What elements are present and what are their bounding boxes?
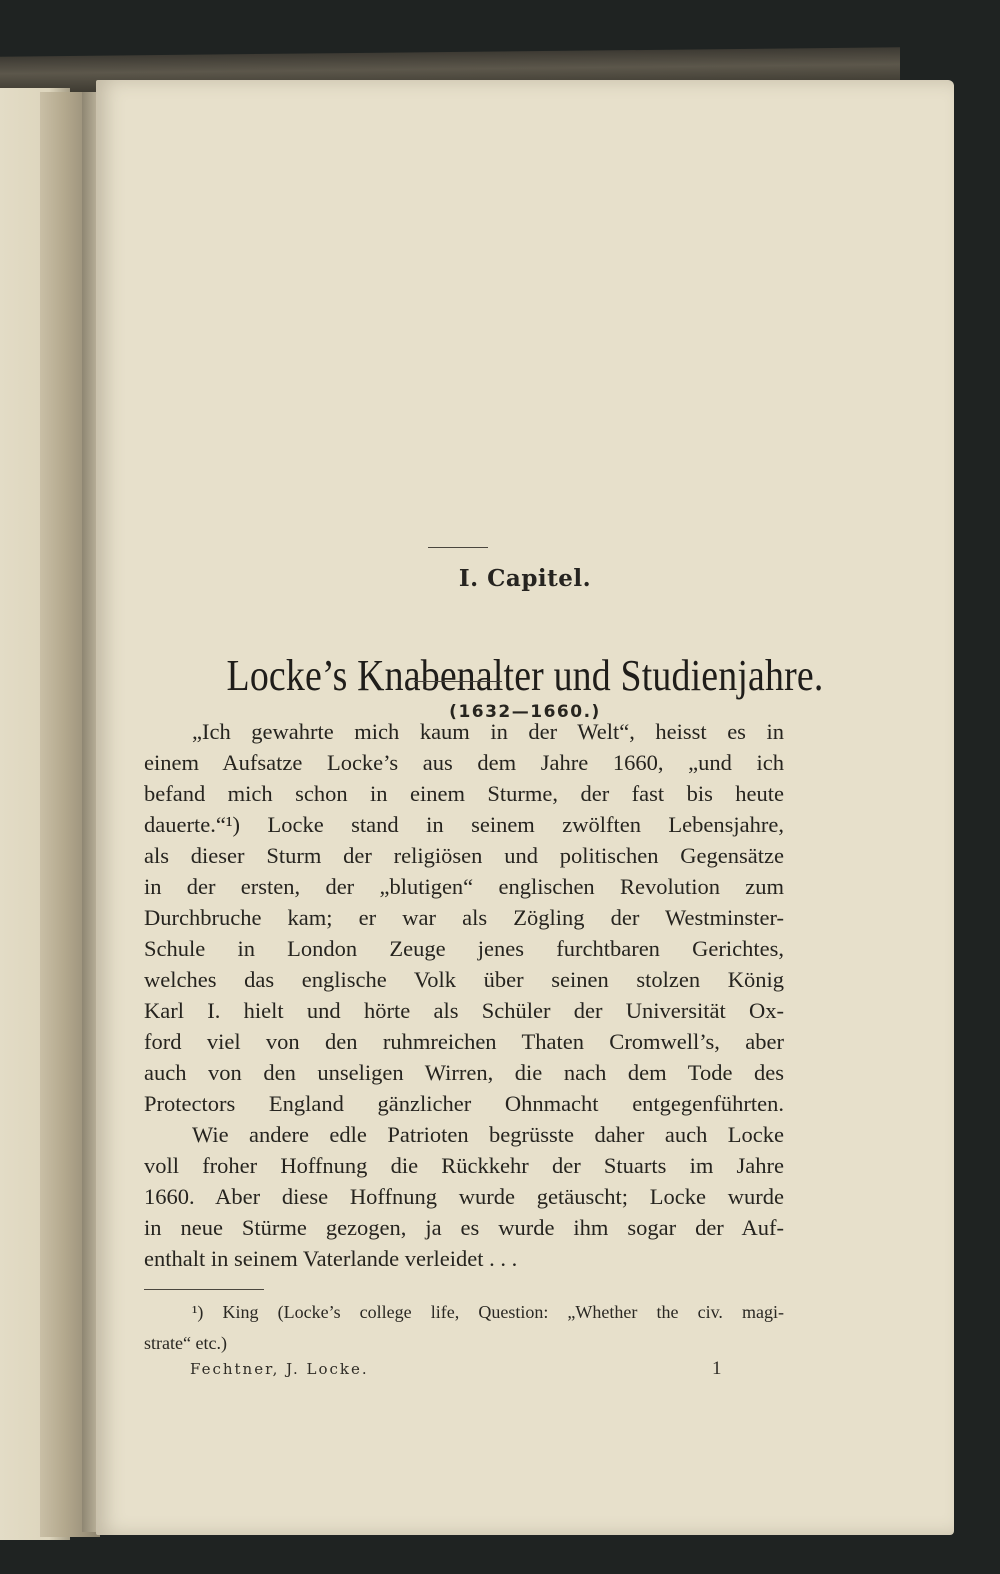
paragraph [144,1119,784,1274]
footnote-line: strate“ etc.) [144,1333,227,1353]
heading-rule-top [428,547,488,548]
body-text [144,716,784,1274]
text-line: in der ersten, der „blutigen“ englischen Revolution zum [144,874,784,899]
text-line: einem Aufsatze Locke’s aus dem Jahre 1660, „und ich [144,750,784,775]
text-line: 1660. Aber diese Hoffnung wurde getäuscht; Locke wurde [144,1184,784,1209]
text-line: auch von den unseligen Wirren, die nach dem Tode des [144,1060,784,1085]
text-line: befand mich schon in einem Sturme, der fast bis heute [144,781,784,806]
text-line: als dieser Sturm der religiösen und politischen Gegensätze [144,843,784,868]
footnote-line: ¹) King (Locke’s college life, Question: „Whether the civ. magi- [192,1302,784,1322]
text-line: Durchbruche kam; er war als Zögling der Westminster- [144,905,784,930]
text-line: enthalt in seinem Vaterlande verleidet . . . [144,1246,518,1271]
signature-mark: Fechtner, J. Locke. [190,1360,369,1378]
text-line: welches das englische Volk über seinen stolzen König [144,967,784,992]
text-line: Schule in London Zeuge jenes furchtbaren Gerichtes, [144,936,784,961]
text-line: Karl I. hielt und hörte als Schüler der Universität Ox- [144,998,784,1023]
text-line: dauerte.“¹) Locke stand in seinem zwölften Lebensjahre, [144,812,784,837]
text-line: in neue Stürme gezogen, ja es wurde ihm sogar der Auf- [144,1215,784,1240]
heading-rule-bottom [414,681,502,682]
text-line: Wie andere edle Patrioten begrüsste daher auch Locke [192,1122,784,1147]
chapter-title: Locke’s Knabenalter und Studienjahre. [226,651,824,700]
chapter-heading: I. Capitel. [458,565,592,592]
text-line: „Ich gewahrte mich kaum in der Welt“, heisst es in [192,719,784,744]
text-line: voll froher Hoffnung die Rückkehr der Stuarts im Jahre [144,1153,784,1178]
footnote-rule [144,1289,264,1290]
text-line: Protectors England gänzlicher Ohnmacht entgegenführten. [144,1091,784,1116]
page-number: 1 [712,1358,722,1379]
paragraph [144,716,784,1119]
text-line: ford viel von den ruhmreichen Thaten Cromwell’s, aber [144,1029,784,1054]
footnote [144,1298,784,1360]
chapter-years: (1632—1660.) [449,702,601,722]
